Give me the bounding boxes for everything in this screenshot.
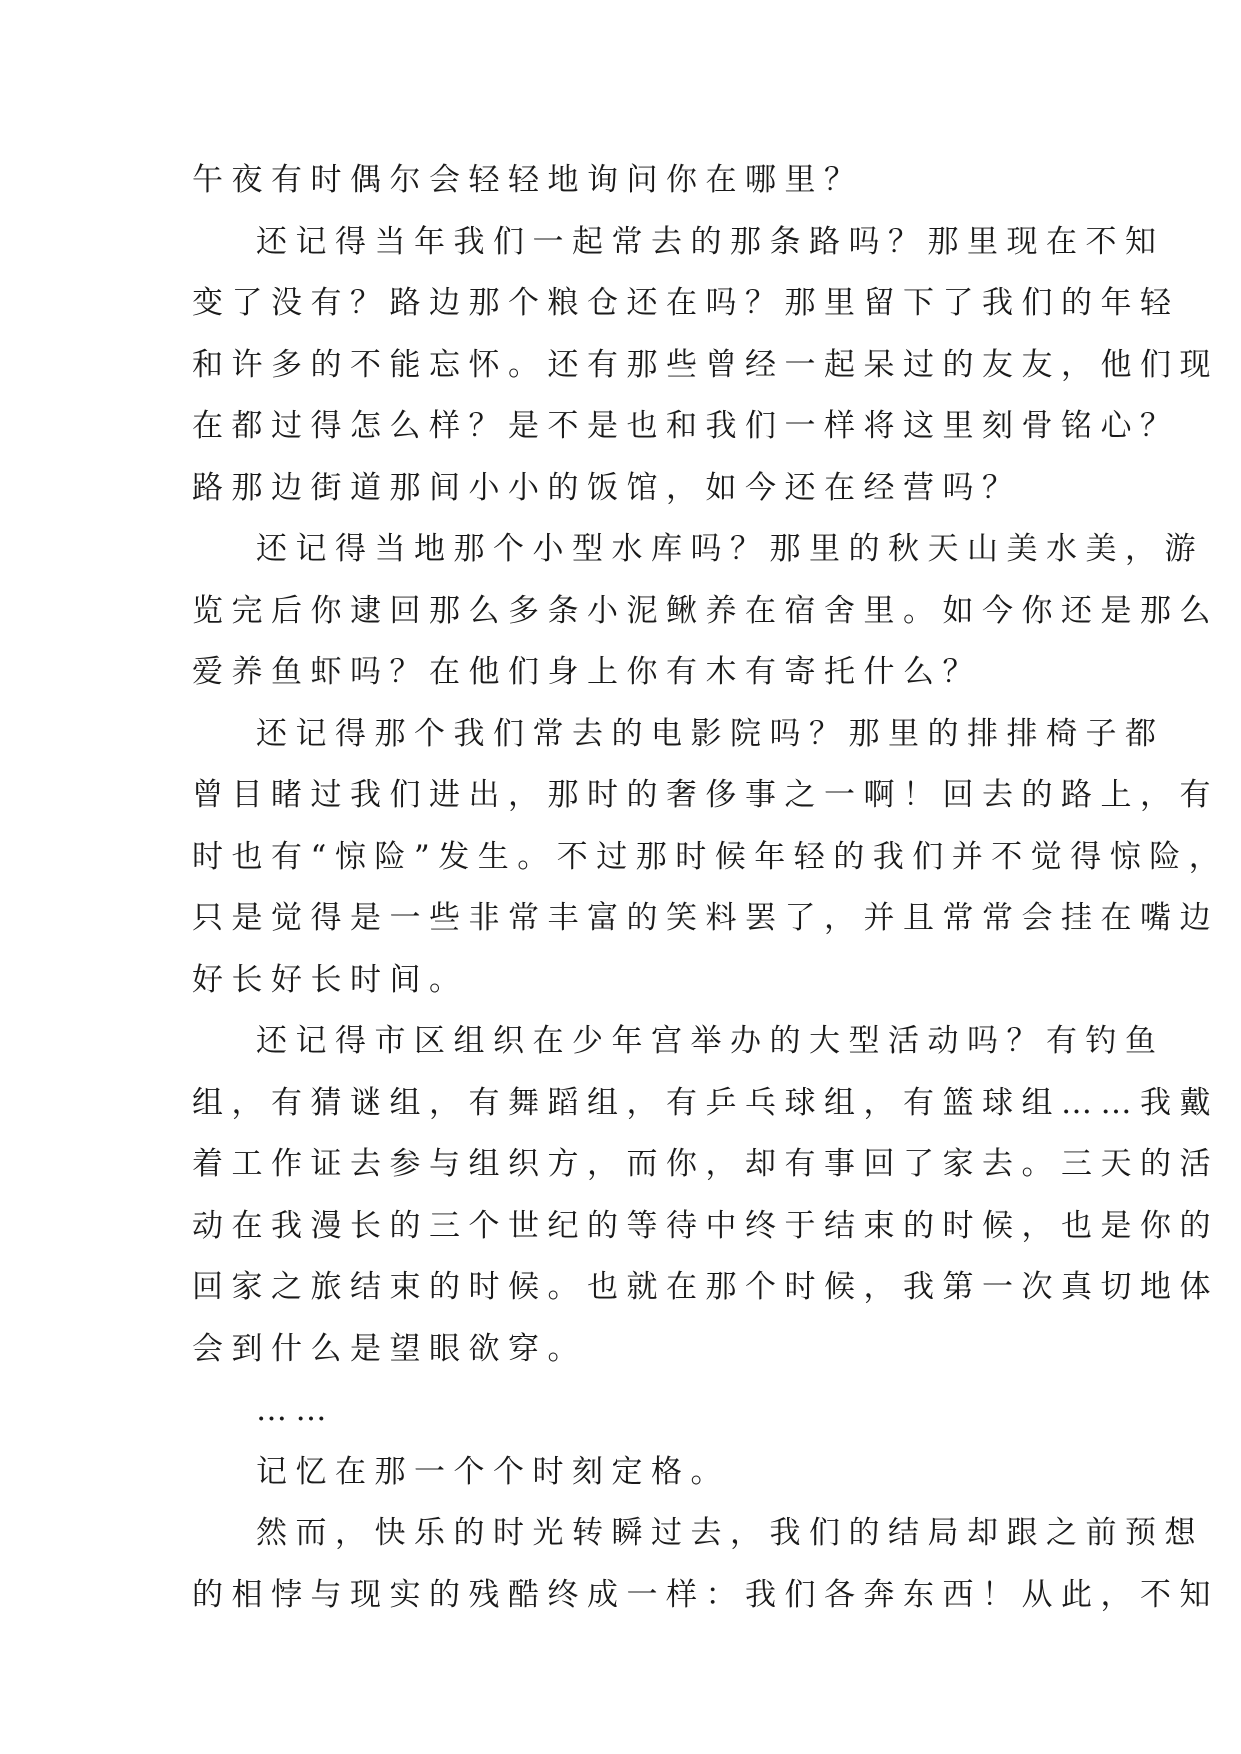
text-line: 着工作证去参与组织方，而你，却有事回了家去。三天的活 (192, 1146, 1219, 1182)
text-line: 好长好长时间。 (192, 961, 469, 998)
text-line: 回家之旅结束的时候。也就在那个时候，我第一次真切地体 (192, 1269, 1219, 1305)
ellipsis-line: …… (256, 1392, 335, 1428)
text-line: 还记得市区组织在少年宫举办的大型活动吗？有钓鱼 (256, 1023, 1165, 1059)
text-line: 组，有猜谜组，有舞蹈组，有乒乓球组，有篮球组……我戴 (192, 1084, 1219, 1121)
text-line: 午夜有时偶尔会轻轻地询问你在哪里？ (192, 162, 864, 198)
text-line: 和许多的不能忘怀。还有那些曾经一起呆过的友友，他们现 (192, 346, 1219, 383)
text-line: 还记得当地那个小型水库吗？那里的秋天山美水美，游 (256, 531, 1204, 567)
text-line: 还记得那个我们常去的电影院吗？那里的排排椅子都 (256, 715, 1165, 752)
text-line: 只是觉得是一些非常丰富的笑料罢了，并且常常会挂在嘴边 (192, 900, 1219, 936)
text-line: 记忆在那一个个时刻定格。 (256, 1453, 730, 1490)
text-line: 还记得当年我们一起常去的那条路吗？那里现在不知 (256, 223, 1165, 260)
text-line: 变了没有？路边那个粮仓还在吗？那里留下了我们的年轻 (192, 285, 1180, 321)
text-line: 览完后你逮回那么多条小泥鳅养在宿舍里。如今你还是那么 (192, 592, 1219, 629)
text-line: 动在我漫长的三个世纪的等待中终于结束的时候，也是你的 (192, 1207, 1219, 1244)
text-line: 曾目睹过我们进出，那时的奢侈事之一啊！回去的路上，有 (192, 777, 1219, 813)
text-line: 爱养鱼虾吗？在他们身上你有木有寄托什么？ (192, 654, 982, 690)
body-text (192, 150, 1229, 1626)
text-line: 然而，快乐的时光转瞬过去，我们的结局却跟之前预想 (256, 1515, 1204, 1551)
text-line: 路那边街道那间小小的饭馆，如今还在经营吗？ (192, 469, 1022, 506)
text-line: 的相悖与现实的残酷终成一样：我们各奔东西！从此，不知 (192, 1576, 1219, 1613)
text-line: 时也有“惊险”发生。不过那时候年轻的我们并不觉得惊险， (192, 838, 1229, 875)
text-line: 会到什么是望眼欲穿。 (192, 1330, 587, 1367)
text-line: 在都过得怎么样？是不是也和我们一样将这里刻骨铭心？ (192, 408, 1180, 444)
